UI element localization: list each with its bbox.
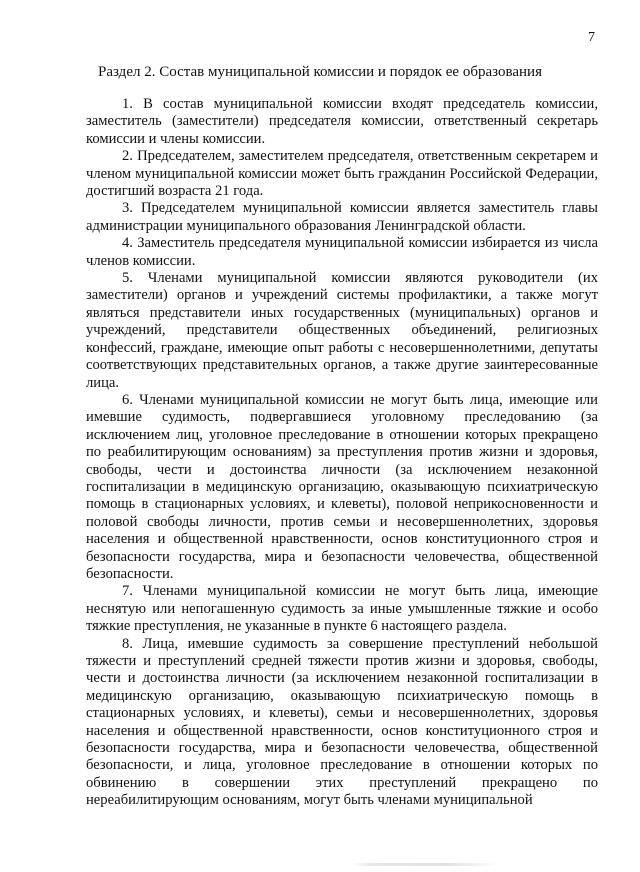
paragraph: 6. Членами муниципальной комиссии не могут быть лица, имеющие или имевшие судимость, подвергавшиеся уголовному преследованию (за исключением лиц, уголовное преследование в отношении которых прекращено по реабилитирующим основаниям) за преступления против жизни и здоровья, свободы, чести и достоинства личности (за исключением незаконной госпитализации в медицинскую организацию, оказывающую психиатрическую помощь в стационарных условиях, и клеветы), половой неприкосновенности и половой свободы личности, против семьи и несовершеннолетних, здоровья населения и общественной нравственности, основ конституционного строя и безопасности государства, мира и безопасности человечества, общественной безопасности. bbox=[86, 391, 598, 582]
paragraph: 5. Членами муниципальной комиссии являются руководители (их заместители) органов и учреждений системы профилактики, а также могут являться представители иных государственных (муниципальных) органов и учреждений, представители общественных объединений, религиозных конфессий, граждане, имеющие опыт работы с несовершеннолетними, депутаты соответствующих представительных органов, а также другие заинтересованные лица. bbox=[86, 270, 598, 391]
paragraph: 8. Лица, имевшие судимость за совершение преступлений небольшой тяжести и преступлений средней тяжести против жизни и здоровья, свободы, чести и достоинства личности (за исключением незаконной госпитализации в медицинскую организацию, оказывающую психиатрическую помощь в стационарных условиях, и клеветы), семьи и несовершеннолетних, здоровья населения и общественной нравственности, основ конституционного строя и безопасности государства, мира и безопасности человечества, общественной безопасности, и лица, уголовное преследование в отношении которых по обвинению в совершении этих преступлений прекращено по нереабилитирующим основаниям, могут быть членами муниципальной bbox=[86, 635, 598, 809]
paragraph: 2. Председателем, заместителем председателя, ответственным секретарем и членом муниципальной комиссии может быть гражданин Российской Федерации, достигший возраста 21 года. bbox=[86, 148, 598, 200]
paragraph: 4. Заместитель председателя муниципальной комиссии избирается из числа членов комиссии. bbox=[86, 235, 598, 269]
paragraph: 3. Председателем муниципальной комиссии является заместитель главы администрации муниципального образования Ленинградской области. bbox=[86, 200, 598, 234]
body-text bbox=[86, 96, 598, 810]
section-title: Раздел 2. Состав муниципальной комиссии и порядок ее образования bbox=[98, 64, 542, 80]
page-number: 7 bbox=[588, 30, 595, 45]
paragraph: 1. В состав муниципальной комиссии входят председатель комиссии, заместитель (заместители) председателя комиссии, ответственный секретарь комиссии и члены комиссии. bbox=[86, 96, 598, 147]
scan-artifact bbox=[0, 863, 640, 866]
paragraph: 7. Членами муниципальной комиссии не могут быть лица, имеющие неснятую или непогашенную судимость за иные умышленные тяжкие и особо тяжкие преступления, не указанные в пункте 6 настоящего раздела. bbox=[86, 583, 598, 635]
